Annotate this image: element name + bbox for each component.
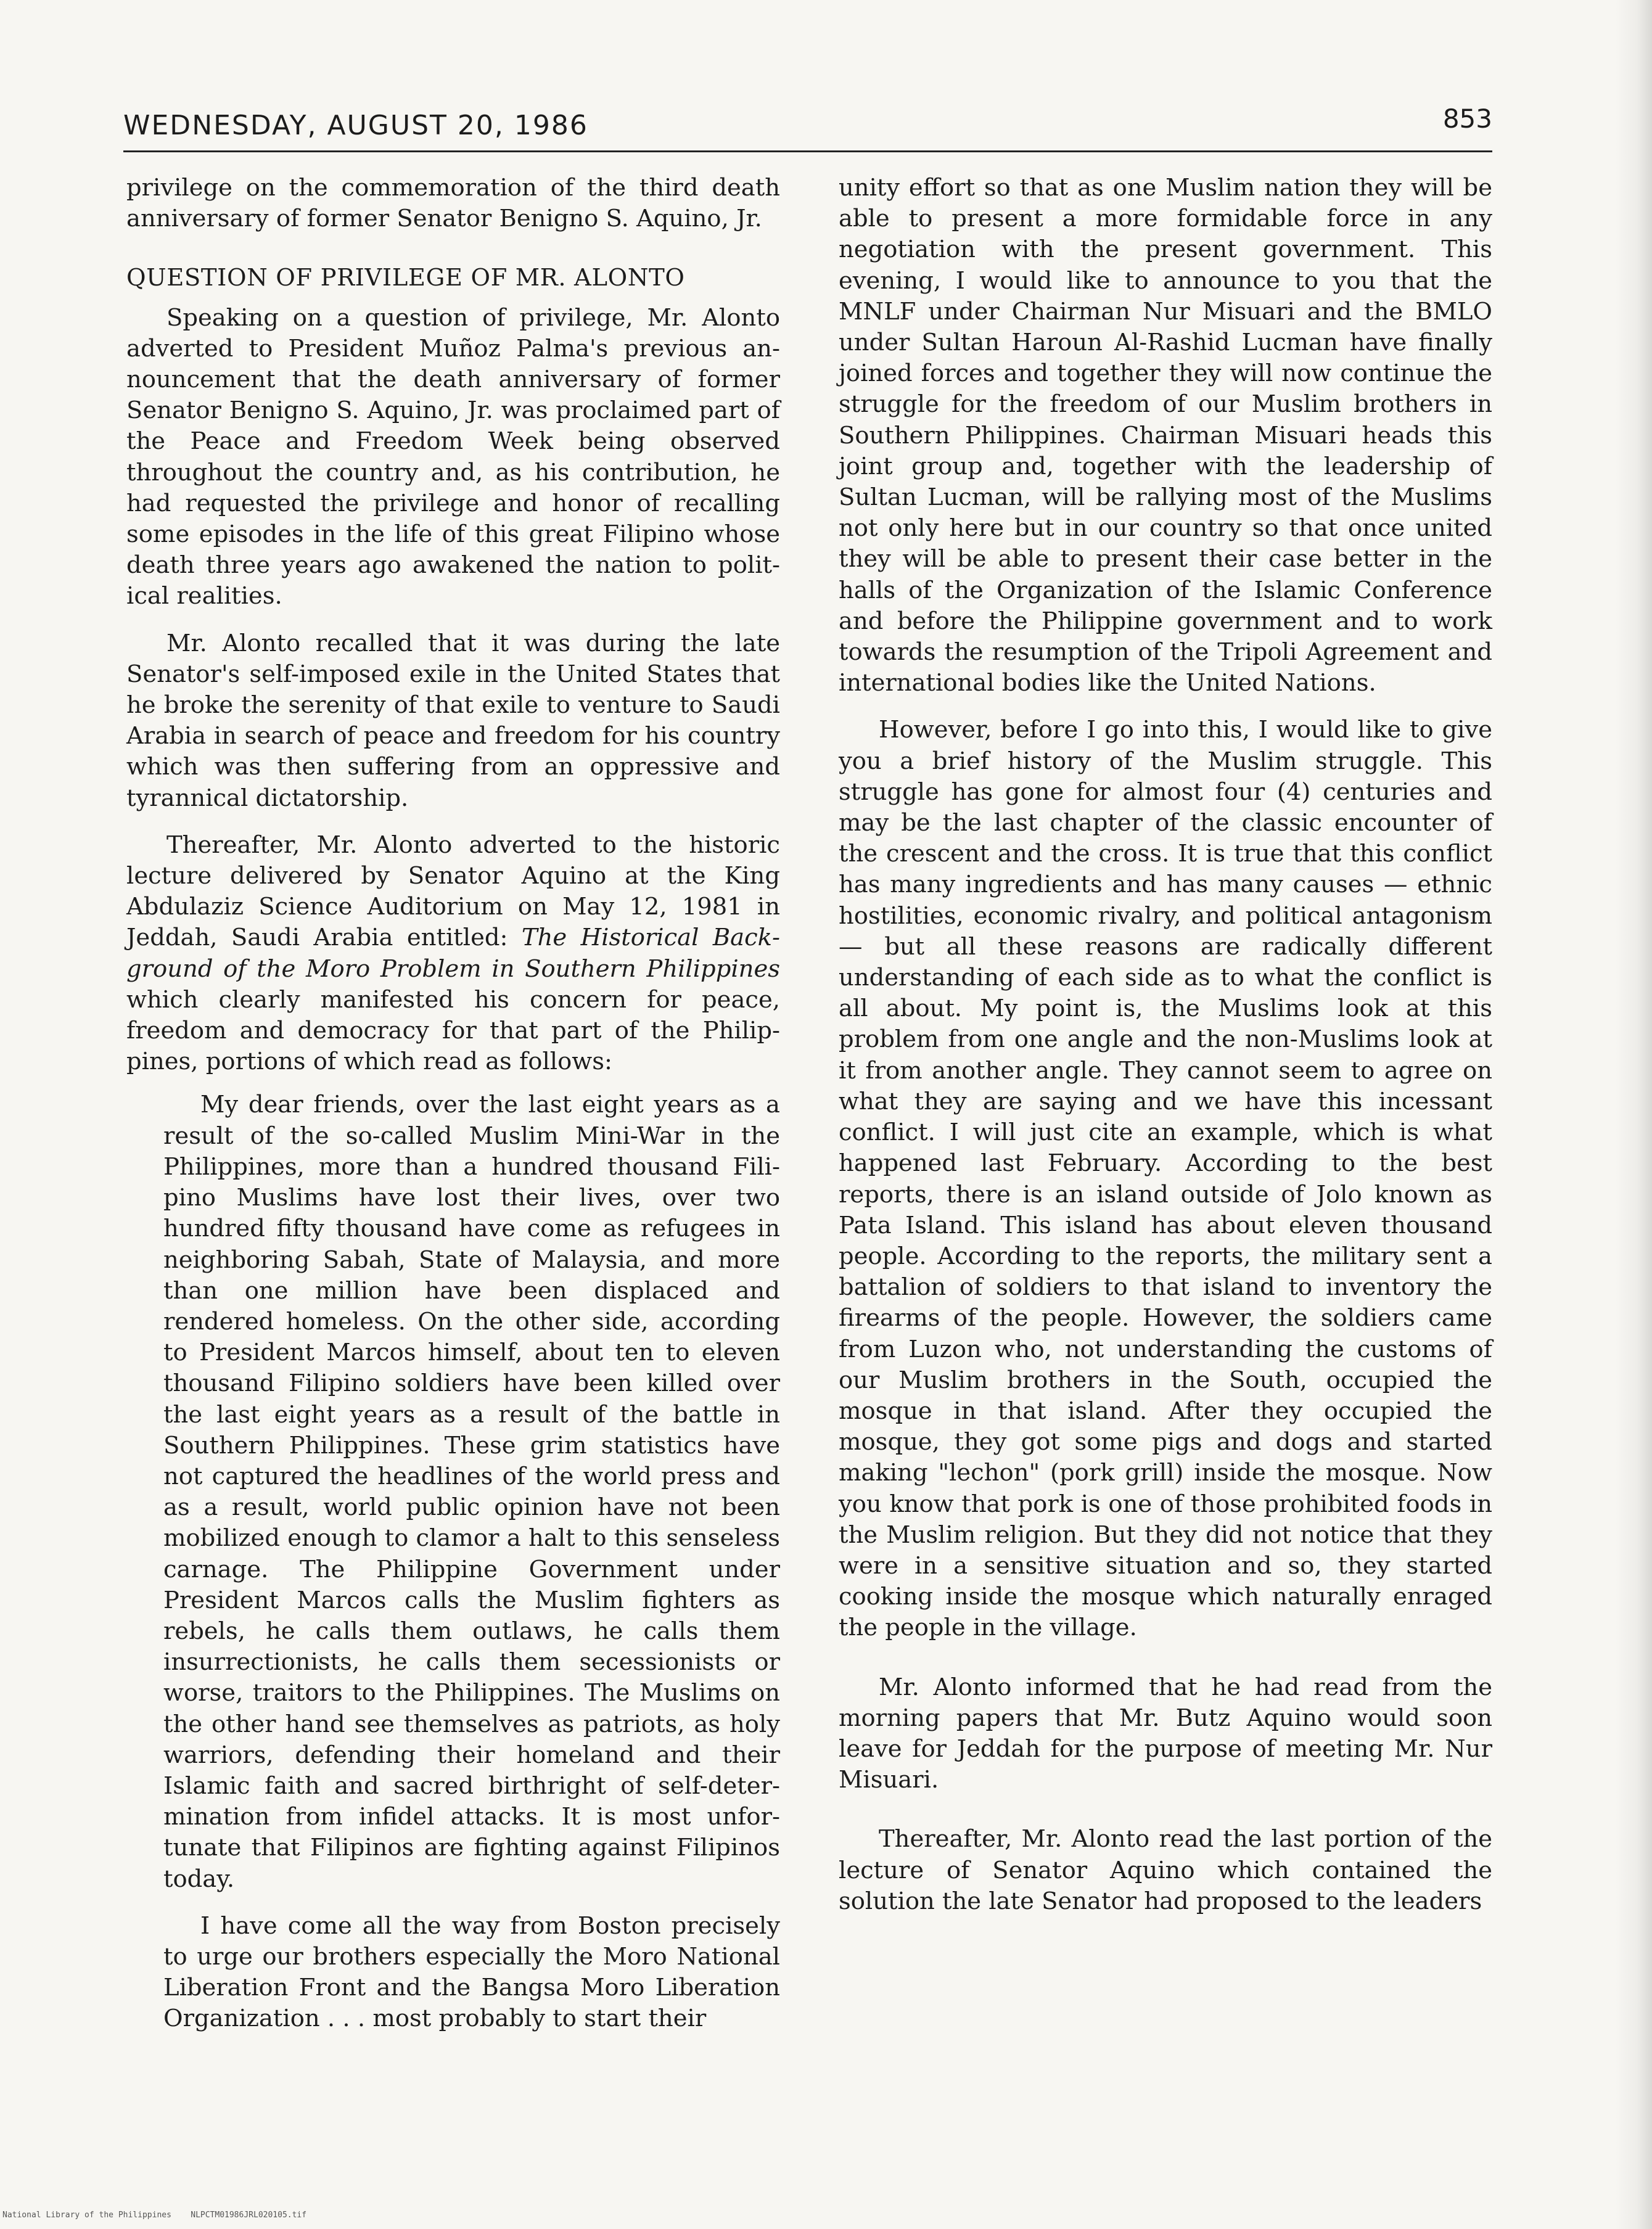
quote-paragraph: My dear friends, over the last eight years as a result of the so-called Muslim Mini-War in the Philippines, more than a hundred thousand Filipino Muslims have lost their lives, over two hundred fifty thousand have come as refugees in neighboring Sabah, State of Malaysia, and more than one million have been displaced and rendered homeless. On the other side, according to President Marcos himself, about ten to eleven thousand Filipino soldiers have been killed over the last eight years as a result of the battle in Southern Philippines. These grim statistics have not captured the headlines of the world press and as a result, world public opinion have not been mobilized enough to clamor a halt to this senseless carnage. The Philippine Government under President Marcos calls the Muslim fighters as rebels, he calls them outlaws, he calls them insurrectionists, he calls them secessionists or worse, traitors to the Philippines. The Muslims on the other hand see themselves as patriots, as holy warriors, defending their homeland and their Islamic faith and sacred birthright of self-determination from infidel attacks. It is most unfortunate that Filipinos are fighting against Filipinos today. bbox=[163, 1091, 780, 1893]
left-column bbox=[126, 173, 780, 2035]
lecture-title: The Historical Background of the Moro Problem in Southern Philippines bbox=[126, 924, 781, 983]
block-quote bbox=[163, 1090, 780, 2034]
paragraph: Mr. Alonto informed that he had read from the morning papers that Mr. Butz Aquino would soon leave for Jeddah for the purpose of meeting Mr. Nur Misuari. bbox=[839, 1673, 1492, 1794]
header-rule bbox=[123, 150, 1492, 152]
paragraph bbox=[126, 830, 780, 1078]
page-date: WEDNESDAY, AUGUST 20, 1986 bbox=[123, 110, 588, 141]
continued-paragraph: unity effort so that as one Muslim nation they will be able to present a more formidable force in any negotiation with the present government. This evening, I would like to announce to you that the MNLF under Chairman Nur Misuari and the BMLO under Sultan Haroun Al-Rashid Lucman have finally joined forces and together they will now continue the struggle for the freedom of our Muslim brothers in Southern Philippines. Chairman Misuari heads this joint group and, together with the leadership of Sultan Lucman, will be rallying most of the Muslims not only here but in our country so that once united they will be able to present their case better in the halls of the Organization of the Islamic Conference and before the Philippine government and to work towards the resumption of the Tripoli Agreement and international bodies like the United Nations. bbox=[839, 174, 1492, 697]
right-column bbox=[839, 173, 1492, 1917]
paragraph-text: which clearly manifested his concern for peace, freedom and democracy for that part of the Philippines, portions of which read as follows: bbox=[126, 985, 780, 1076]
scan-footer: National Library of the Philippines NLPCTM01986JRL020105.tif bbox=[2, 2211, 307, 2220]
page-number: 853 bbox=[1442, 104, 1492, 134]
paragraph: Mr. Alonto recalled that it was during the late Senator's self-imposed exile in the United States that he broke the serenity of that exile to venture to Saudi Arabia in search of peace and freedom for his country which was then suffering from an oppressive and tyrannical dictatorship. bbox=[126, 629, 780, 812]
continued-paragraph: privilege on the commemoration of the third death anniversary of former Senator Benigno S. Aquino, Jr. bbox=[126, 174, 780, 233]
section-heading: QUESTION OF PRIVILEGE OF MR. ALONTO bbox=[126, 264, 685, 292]
quote-paragraph: I have come all the way from Boston precisely to urge our brothers especially the Moro National Liberation Front and the Bangsa Moro Liberation Organization . . . most probably to start their bbox=[163, 1911, 780, 2033]
scan-edge-shadow bbox=[1615, 0, 1652, 2229]
paragraph: Thereafter, Mr. Alonto read the last portion of the lecture of Senator Aquino which contained the solution the late Senator had proposed to the leaders bbox=[839, 1825, 1492, 1915]
page-header bbox=[123, 104, 1492, 153]
paragraph: However, before I go into this, I would like to give you a brief history of the Muslim struggle. This struggle has gone for almost four (4) centuries and may be the last chapter of the classic encounter of the crescent and the cross. It is true that this conflict has many ingredients and has many causes — ethnic hostilities, economic rivalry, and political antagonism — but all these reasons are radically different understanding of each side as to what the conflict is all about. My point is, the Muslims look at this problem from one angle and the non-Muslims look at it from another angle. They cannot seem to agree on what they are saying and we have this incessant conflict. I will just cite an example, which is what happened last February. According to the best reports, there is an island outside of Jolo known as Pata Island. This island has about eleven thousand people. According to the reports, the military sent a battalion of soldiers to that island to inventory the firearms of the people. However, the soldiers came from Luzon who, not understanding the customs of our Muslim brothers in the South, occupied the mosque in that island. After they occupied the mosque, they got some pigs and dogs and started making "lechon" (pork grill) inside the mosque. Now you know that pork is one of those prohibited foods in the Muslim religion. But they did not notice that they were in a sensitive situation and so, they started cooking inside the mosque which naturally enraged the people in the village. bbox=[839, 716, 1492, 1642]
paragraph-text: Thereafter, Mr. Alonto adverted to the historic lecture delivered by Senator Aquino at the King Abdulaziz Science Auditorium on May 12, 1981 in Jeddah, Saudi Arabia entitled: bbox=[126, 831, 780, 952]
paragraph: Speaking on a question of privilege, Mr. Alonto adverted to President Muñoz Palma's previous announcement that the death anniversary of former Senator Benigno S. Aquino, Jr. was proclaimed part of the Peace and Freedom Week being observed throughout the country and, as his contribution, he had requested the privilege and honor of recalling some episodes in the life of this great Filipino whose death three years ago awakened the nation to political realities. bbox=[126, 303, 780, 610]
